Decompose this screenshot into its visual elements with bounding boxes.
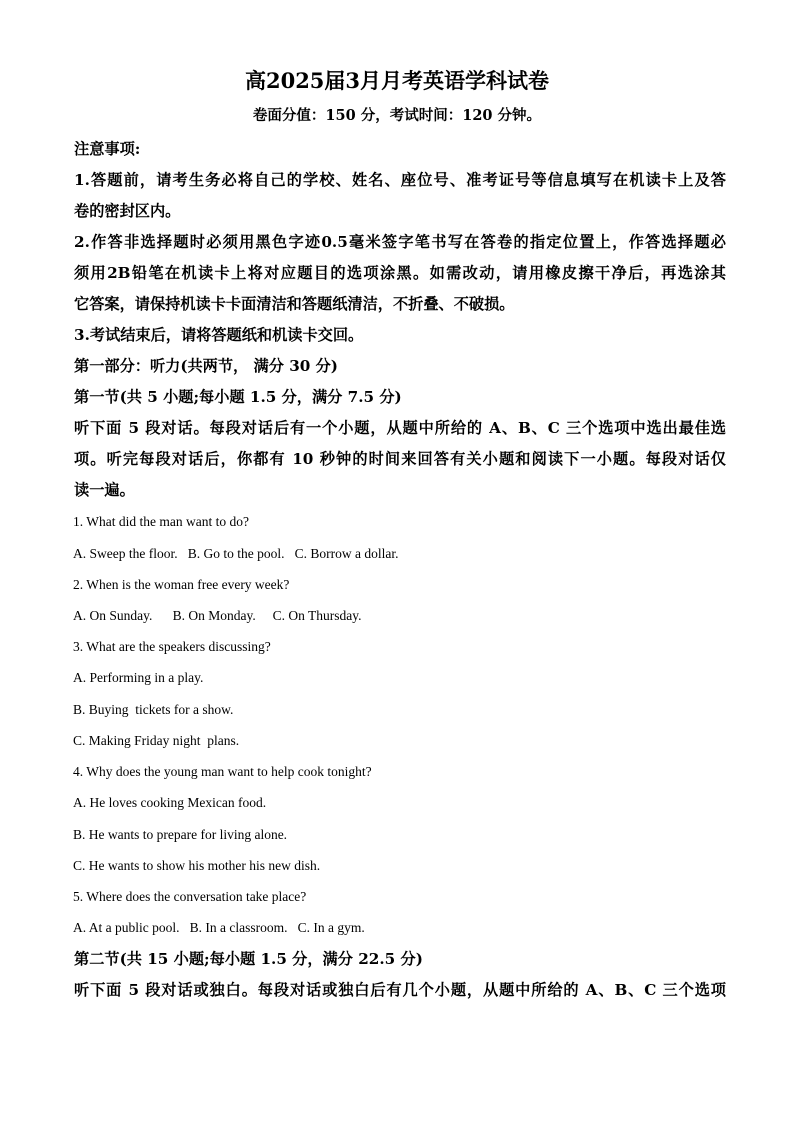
- question-3-option-a: A. Performing in a play.: [73, 670, 204, 685]
- notice-item-3: 3.考试结束后，请将答题纸和机读卡交回。: [74, 326, 364, 344]
- exam-subtitle: 卷面分值：150 分，考试时间：120 分钟。: [252, 107, 542, 124]
- question-1: 1. What did the man want to do?: [73, 514, 249, 529]
- question-4-option-a: A. He loves cooking Mexican food.: [73, 795, 267, 810]
- question-4: 4. Why does the young man want to help cook tonight?: [73, 764, 372, 779]
- notice-item-1-line-1: 1.答题前，请考生务必将自己的学校、姓名、座位号、准考证号等信息填写在机读卡上及答: [74, 171, 726, 189]
- section2-instructions-line-1: 听下面 5 段对话或独白。每段对话或独白后有几个小题，从题中所给的 A、B、C 三个选项: [74, 981, 726, 999]
- section1-instructions-line-3: 读一遍。: [74, 481, 135, 499]
- notice-item-2-line-2: 须用2B铅笔在机读卡上将对应题目的选项涂黑。如需改动，请用橡皮擦干净后，再选涂其: [74, 264, 726, 282]
- section2-heading: 第二节(共 15 小题;每小题 1.5 分，满分 22.5 分): [74, 950, 423, 968]
- notice-heading: 注意事项:: [74, 140, 141, 158]
- part1-heading: 第一部分：听力(共两节， 满分 30 分): [74, 357, 338, 375]
- question-1-options: A. Sweep the floor. B. Go to the pool. C. Borrow a dollar.: [73, 546, 399, 561]
- question-4-option-c: C. He wants to show his mother his new dish.: [73, 858, 321, 873]
- question-4-option-b: B. He wants to prepare for living alone.: [73, 827, 288, 842]
- notice-item-1-line-2: 卷的密封区内。: [74, 202, 181, 220]
- question-5-options: A. At a public pool. B. In a classroom. C. In a gym.: [73, 920, 365, 935]
- section1-instructions-line-1: 听下面 5 段对话。每段对话后有一个小题，从题中所给的 A、B、C 三个选项中选出最佳选: [74, 419, 726, 437]
- section1-heading: 第一节(共 5 小题;每小题 1.5 分，满分 7.5 分): [74, 388, 402, 406]
- notice-item-2-line-3: 它答案，请保持机读卡卡面清洁和答题纸清洁，不折叠、不破损。: [74, 295, 515, 313]
- section1-instructions-line-2: 项。听完每段对话后，你都有 10 秒钟的时间来回答有关小题和阅读下一小题。每段对话仅: [74, 450, 726, 468]
- question-3-option-b: B. Buying tickets for a show.: [73, 702, 234, 717]
- exam-title: 高2025届3月月考英语学科试卷: [244, 68, 550, 93]
- question-2-options: A. On Sunday. B. On Monday. C. On Thursday.: [73, 608, 362, 623]
- question-5: 5. Where does the conversation take place?: [73, 889, 307, 904]
- notice-item-2-line-1: 2.作答非选择题时必须用黑色字迹0.5毫米签字笔书写在答卷的指定位置上，作答选择题必: [74, 233, 726, 251]
- question-3: 3. What are the speakers discussing?: [73, 639, 271, 654]
- question-2: 2. When is the woman free every week?: [73, 577, 290, 592]
- question-3-option-c: C. Making Friday night plans.: [73, 733, 240, 748]
